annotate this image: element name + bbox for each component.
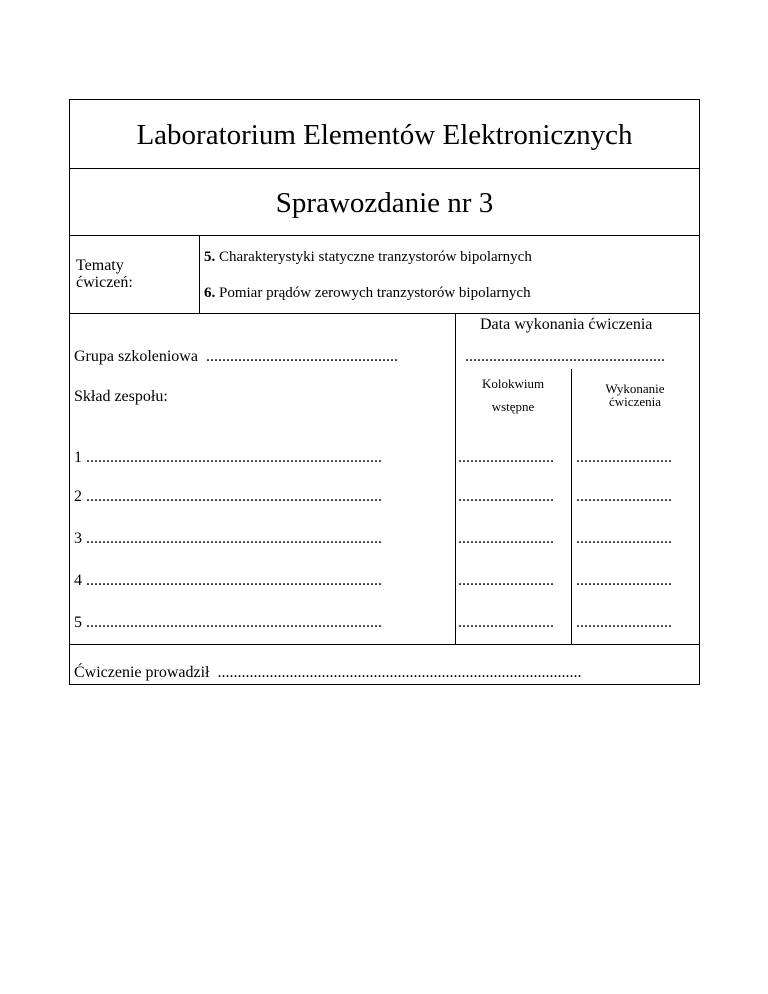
topic-text: Pomiar prądów zerowych tranzystorów bipolarnych <box>215 285 531 301</box>
topics-label: Tematy <box>76 257 124 274</box>
member-name-dots[interactable]: .......................................................................... <box>86 488 382 505</box>
divider <box>571 369 572 644</box>
member-number: 5 <box>74 614 82 631</box>
divider <box>199 235 200 313</box>
team-label: Skład zespołu: <box>74 388 168 405</box>
divider <box>70 235 699 236</box>
col-kolokwium-line2: wstępne <box>491 399 535 414</box>
member-number: 4 <box>74 572 82 589</box>
topic-item <box>204 250 532 265</box>
topic-item <box>204 286 531 301</box>
divider <box>70 313 699 314</box>
topic-number: 5. <box>204 249 216 265</box>
col-kolokwium-header <box>455 377 571 413</box>
col-wykonanie-line1: Wykonanie <box>605 381 665 396</box>
member-kolokwium-dots[interactable]: ........................ <box>458 488 554 505</box>
topics-label: ćwiczeń: <box>76 274 133 291</box>
col-wykonanie-header <box>571 382 699 408</box>
instructor-field <box>74 665 582 681</box>
divider <box>70 168 699 169</box>
member-kolokwium-dots[interactable]: ........................ <box>458 530 554 547</box>
col-kolokwium-line1: Kolokwium <box>481 376 545 391</box>
member-kolokwium-dots[interactable]: ........................ <box>458 572 554 589</box>
member-row <box>74 531 382 547</box>
member-kolokwium-dots[interactable]: ........................ <box>458 449 554 466</box>
member-number: 1 <box>74 449 82 466</box>
member-name-dots[interactable]: .......................................................................... <box>86 572 382 589</box>
member-name-dots[interactable]: .......................................................................... <box>86 449 382 466</box>
member-name-dots[interactable]: .......................................................................... <box>86 614 382 631</box>
member-row <box>74 450 382 466</box>
member-row <box>74 615 382 631</box>
date-label: Data wykonania ćwiczenia <box>480 316 653 333</box>
col-wykonanie-line2: ćwiczenia <box>609 394 661 409</box>
group-dots[interactable]: ................................................ <box>205 348 398 365</box>
instructor-label: Ćwiczenie prowadził <box>74 664 210 681</box>
report-title: Sprawozdanie nr 3 <box>275 187 494 219</box>
report-cover-form <box>69 99 700 685</box>
lab-title: Laboratorium Elementów Elektronicznych <box>136 119 633 151</box>
topic-number: 6. <box>204 285 216 301</box>
member-wykonanie-dots[interactable]: ........................ <box>576 530 672 547</box>
member-wykonanie-dots[interactable]: ........................ <box>576 572 672 589</box>
instructor-dots[interactable]: ........................................................................................... <box>217 664 582 681</box>
member-wykonanie-dots[interactable]: ........................ <box>576 488 672 505</box>
member-kolokwium-dots[interactable]: ........................ <box>458 614 554 631</box>
date-dots[interactable]: .................................................. <box>465 348 665 365</box>
member-row <box>74 573 382 589</box>
group-label: Grupa szkoleniowa <box>74 348 198 365</box>
member-name-dots[interactable]: .......................................................................... <box>86 530 382 547</box>
member-row <box>74 489 382 505</box>
member-number: 2 <box>74 488 82 505</box>
member-wykonanie-dots[interactable]: ........................ <box>576 449 672 466</box>
divider <box>70 644 699 645</box>
member-wykonanie-dots[interactable]: ........................ <box>576 614 672 631</box>
member-number: 3 <box>74 530 82 547</box>
group-field <box>74 349 398 365</box>
divider <box>455 313 456 644</box>
topic-text: Charakterystyki statyczne tranzystorów bipolarnych <box>215 249 532 265</box>
